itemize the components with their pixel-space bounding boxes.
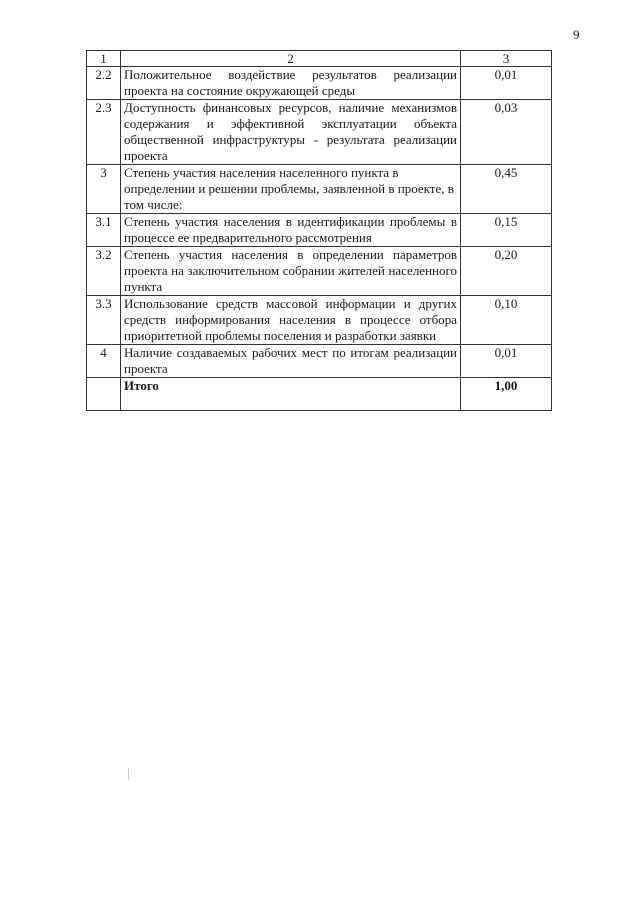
row-number: 2.2 — [87, 67, 121, 100]
table-row — [87, 100, 552, 165]
total-label: Итого — [121, 378, 461, 411]
row-number: 3 — [87, 165, 121, 214]
row-description: Степень участия населения населенного пункта в определении и решении проблемы, заявленной в проекте, в том числе: — [121, 165, 461, 214]
row-number: 2.3 — [87, 100, 121, 165]
row-weight: 0,15 — [461, 214, 552, 247]
row-weight: 0,03 — [461, 100, 552, 165]
header-col-3: 3 — [461, 51, 552, 67]
total-weight: 1,00 — [461, 378, 552, 411]
scan-mark — [128, 768, 129, 780]
row-description: Использование средств массовой информации и других средств информирования населения в процессе отбора приоритетной проблемы поселения и разработки заявки — [121, 296, 461, 345]
row-number: 4 — [87, 345, 121, 378]
row-number: 3.3 — [87, 296, 121, 345]
table-row — [87, 345, 552, 378]
total-row — [87, 378, 552, 411]
row-description: Степень участия населения в идентификации проблемы в процессе ее предварительного рассмотрения — [121, 214, 461, 247]
row-description: Доступность финансовых ресурсов, наличие механизмов содержания и эффективной эксплуатации объекта общественной инфраструктуры - результата реализации проекта — [121, 100, 461, 165]
header-col-2: 2 — [121, 51, 461, 67]
page-number: 9 — [573, 27, 580, 42]
row-number: 3.1 — [87, 214, 121, 247]
row-description: Наличие создаваемых рабочих мест по итогам реализации проекта — [121, 345, 461, 378]
criteria-weights-table — [86, 50, 552, 411]
row-weight: 0,20 — [461, 247, 552, 296]
table-header-row — [87, 51, 552, 67]
table-row — [87, 165, 552, 214]
total-number — [87, 378, 121, 411]
row-description: Положительное воздействие результатов реализации проекта на состояние окружающей среды — [121, 67, 461, 100]
row-weight: 0,10 — [461, 296, 552, 345]
row-weight: 0,01 — [461, 67, 552, 100]
table-row — [87, 247, 552, 296]
table-row — [87, 214, 552, 247]
row-description: Степень участия населения в определении параметров проекта на заключительном собрании жителей населенного пункта — [121, 247, 461, 296]
header-col-1: 1 — [87, 51, 121, 67]
row-weight: 0,45 — [461, 165, 552, 214]
row-number: 3.2 — [87, 247, 121, 296]
table-row — [87, 296, 552, 345]
table-row — [87, 67, 552, 100]
row-weight: 0,01 — [461, 345, 552, 378]
